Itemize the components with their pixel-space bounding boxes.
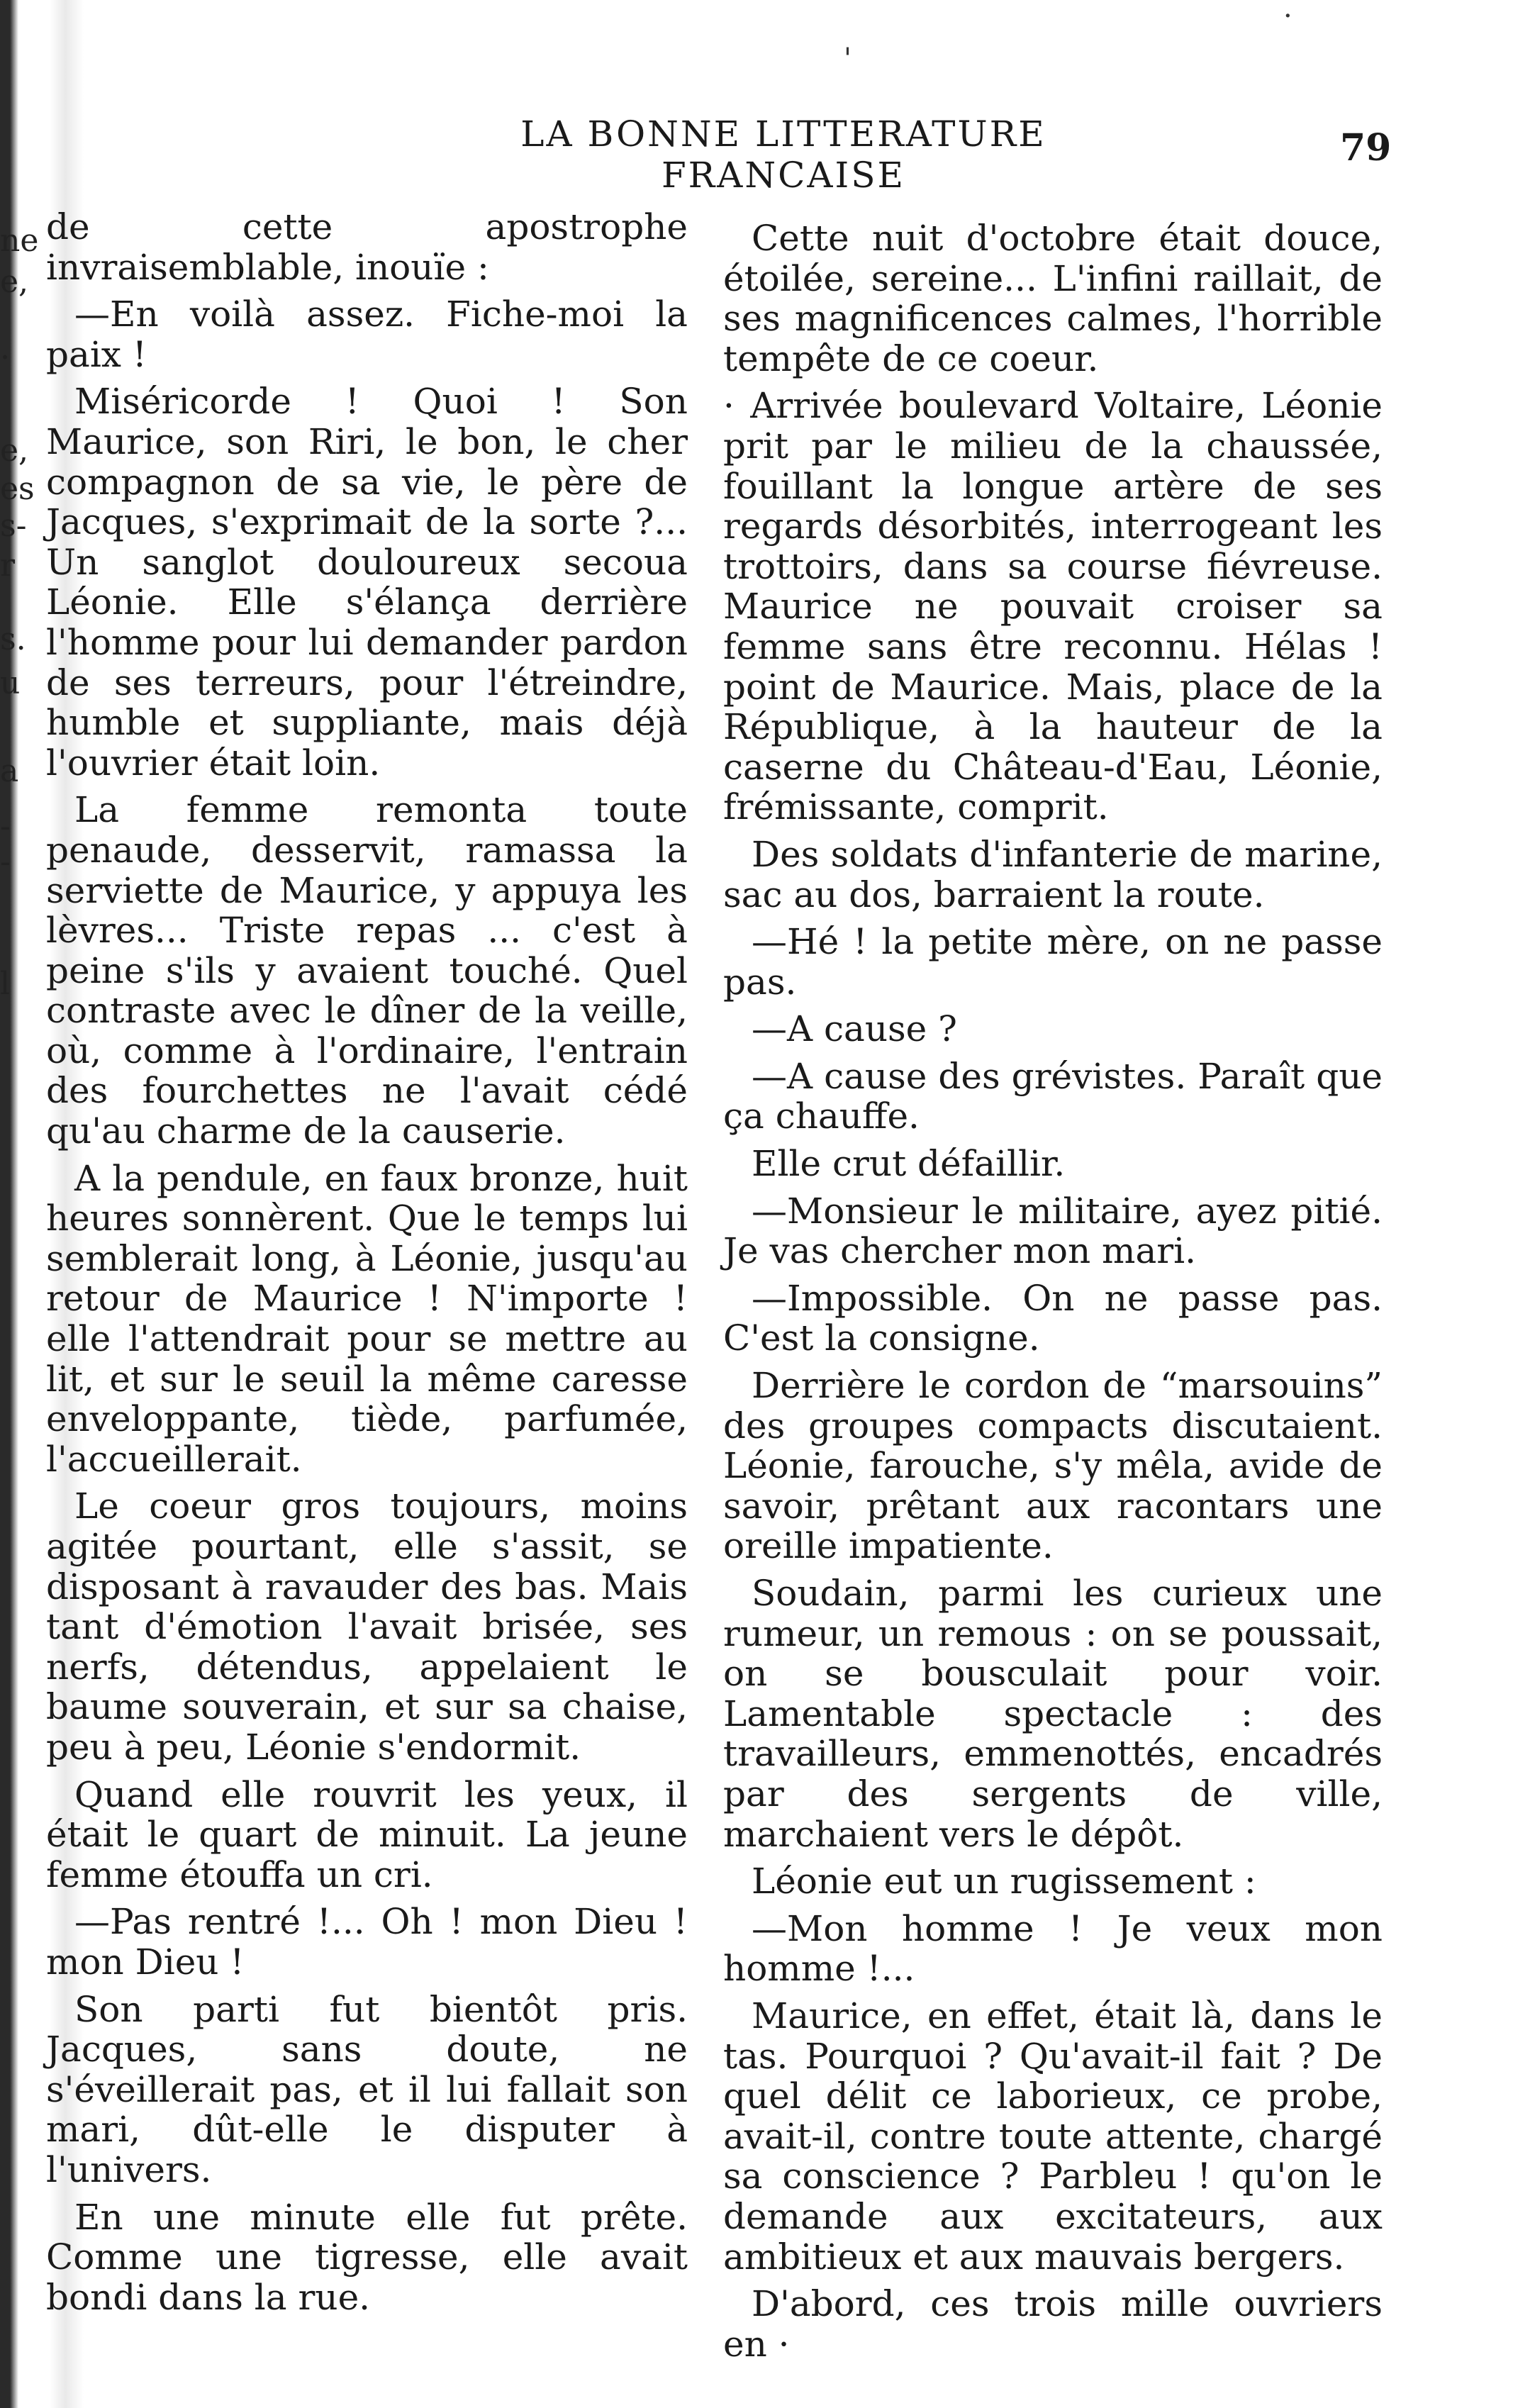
- paragraph: Cette nuit d'octobre était douce, étoilée, sereine... L'infini raillait, de ses magnificences calmes, l'horrible tempête de ce coeur.: [723, 218, 1383, 379]
- paragraph: Elle crut défaillir.: [752, 1143, 1066, 1185]
- margin-fragment: l: [0, 966, 11, 1002]
- paragraph: —A cause des grévistes. Paraît que ça chauffe.: [723, 1055, 1383, 1137]
- paragraph: Maurice, en effet, était là, dans le tas. Pourquoi ? Qu'avait-il fait ? De quel délit ce laborieux, ce probe, avait-il, contre toute attente, chargé sa conscience ? Parbleu ! qu'on le demande aux excitateurs, aux ambitieux et aux mauvais bergers.: [723, 1995, 1383, 2278]
- margin-fragment: u: [0, 665, 21, 701]
- paragraph: —En voilà assez. Fiche-moi la paix !: [46, 294, 688, 375]
- margin-fragment: -: [0, 844, 11, 880]
- margin-fragment: .: [0, 330, 10, 367]
- paragraph: Son parti fut bientôt pris. Jacques, sans doute, ne s'éveillerait pas, et il lui fallait son mari, dût-elle le disputer à l'univers.: [46, 1988, 688, 2190]
- print-speck: ': [844, 43, 852, 75]
- paragraph: —Pas rentré !... Oh ! mon Dieu ! mon Dieu !: [46, 1901, 688, 1983]
- margin-fragment: e,: [0, 433, 29, 469]
- paragraph: A la pendule, en faux bronze, huit heures sonnèrent. Que le temps lui semblerait long, à Léonie, jusqu'au retour de Maurice ! N'importe ! elle l'attendrait pour se mettre au lit, et sur le seuil la même caresse enveloppante, tiède, parfumée, l'accueillerait.: [46, 1157, 688, 1480]
- paragraph: Des soldats d'infanterie de marine, sac au dos, barraient la route.: [723, 833, 1383, 915]
- margin-fragment: s.: [0, 621, 26, 657]
- margin-fragment: s-: [0, 508, 27, 544]
- paragraph: Soudain, parmi les curieux une rumeur, un remous : on se poussait, on se bousculait pour voir. Lamentable spectacle : des travailleurs, emmenottés, encadrés par des sergents de ville, marchaient vers le dépôt.: [723, 1573, 1383, 1855]
- right-text-column: [723, 218, 1383, 2371]
- running-header: LA BONNE LITTERATURE FRANCAISE: [520, 113, 1046, 196]
- paragraph: D'abord, ces trois mille ouvriers en ·: [723, 2283, 1383, 2365]
- margin-fragment: es: [0, 471, 35, 507]
- margin-fragment: ne: [0, 223, 39, 259]
- margin-fragment: e,: [0, 264, 29, 300]
- paragraph: —Impossible. On ne passe pas. C'est la consigne.: [723, 1277, 1383, 1359]
- paragraph: de cette apostrophe invraisemblable, inouïe :: [46, 206, 688, 288]
- margin-fragment: r: [0, 547, 16, 584]
- paragraph: · Arrivée boulevard Voltaire, Léonie prit par le milieu de la chaussée, fouillant la longue artère de ses regards désorbités, interrogeant les trottoirs, dans sa course fiévreuse. Maurice ne pouvait croiser sa femme sans être reconnu. Hélas ! point de Maurice. Mais, place de la République, à la hauteur de la caserne du Château-d'Eau, Léonie, frémissante, comprit.: [723, 385, 1383, 828]
- paragraph: La femme remonta toute penaude, desservit, ramassa la serviette de Maurice, y appuya les lèvres... Triste repas ... c'est à peine s'ils y avaient touché. Quel contraste avec le dîner de la veille, où, comme à l'ordinaire, l'entrain des fourchettes ne l'avait cédé qu'au charme de la causerie.: [46, 789, 688, 1152]
- paragraph: —Mon homme ! Je veux mon homme !...: [723, 1907, 1383, 1990]
- page-number: 79: [1340, 126, 1392, 169]
- paragraph: —A cause ?: [752, 1008, 957, 1050]
- paragraph: Quand elle rouvrit les yeux, il était le quart de minuit. La jeune femme étouffa un cri.: [46, 1773, 688, 1895]
- left-text-column: [46, 207, 688, 2324]
- paragraph: Léonie eut un rugissement :: [752, 1861, 1256, 1902]
- print-speck: ·: [1283, 0, 1293, 33]
- margin-fragment: -: [0, 808, 11, 845]
- paragraph: —Monsieur le militaire, ayez pitié. Je vas chercher mon mari.: [723, 1190, 1383, 1272]
- paragraph: En une minute elle fut prête. Comme une tigresse, elle avait bondi dans la rue.: [46, 2196, 688, 2318]
- paragraph: —Hé ! la petite mère, on ne passe pas.: [723, 921, 1383, 1003]
- paragraph: Miséricorde ! Quoi ! Son Maurice, son Riri, le bon, le cher compagnon de sa vie, le père de Jacques, s'exprimait de la sorte ?... Un sanglot douloureux secoua Léonie. Elle s'élança derrière l'homme pour lui demander pardon de ses terreurs, pour l'étreindre, humble et suppliante, mais déjà l'ouvrier était loin.: [46, 381, 688, 784]
- paragraph: Le coeur gros toujours, moins agitée pourtant, elle s'assit, se disposant à ravauder des bas. Mais tant d'émotion l'avait brisée, ses nerfs, détendus, appelaient le baume souverain, et sur sa chaise, peu à peu, Léonie s'endormit.: [46, 1486, 688, 1768]
- paragraph: Derrière le cordon de “marsouins” des groupes compacts discutaient. Léonie, farouche, s'y mêla, avide de savoir, prêtant aux racontars une oreille impatiente.: [723, 1365, 1383, 1567]
- margin-fragment: a: [0, 753, 19, 789]
